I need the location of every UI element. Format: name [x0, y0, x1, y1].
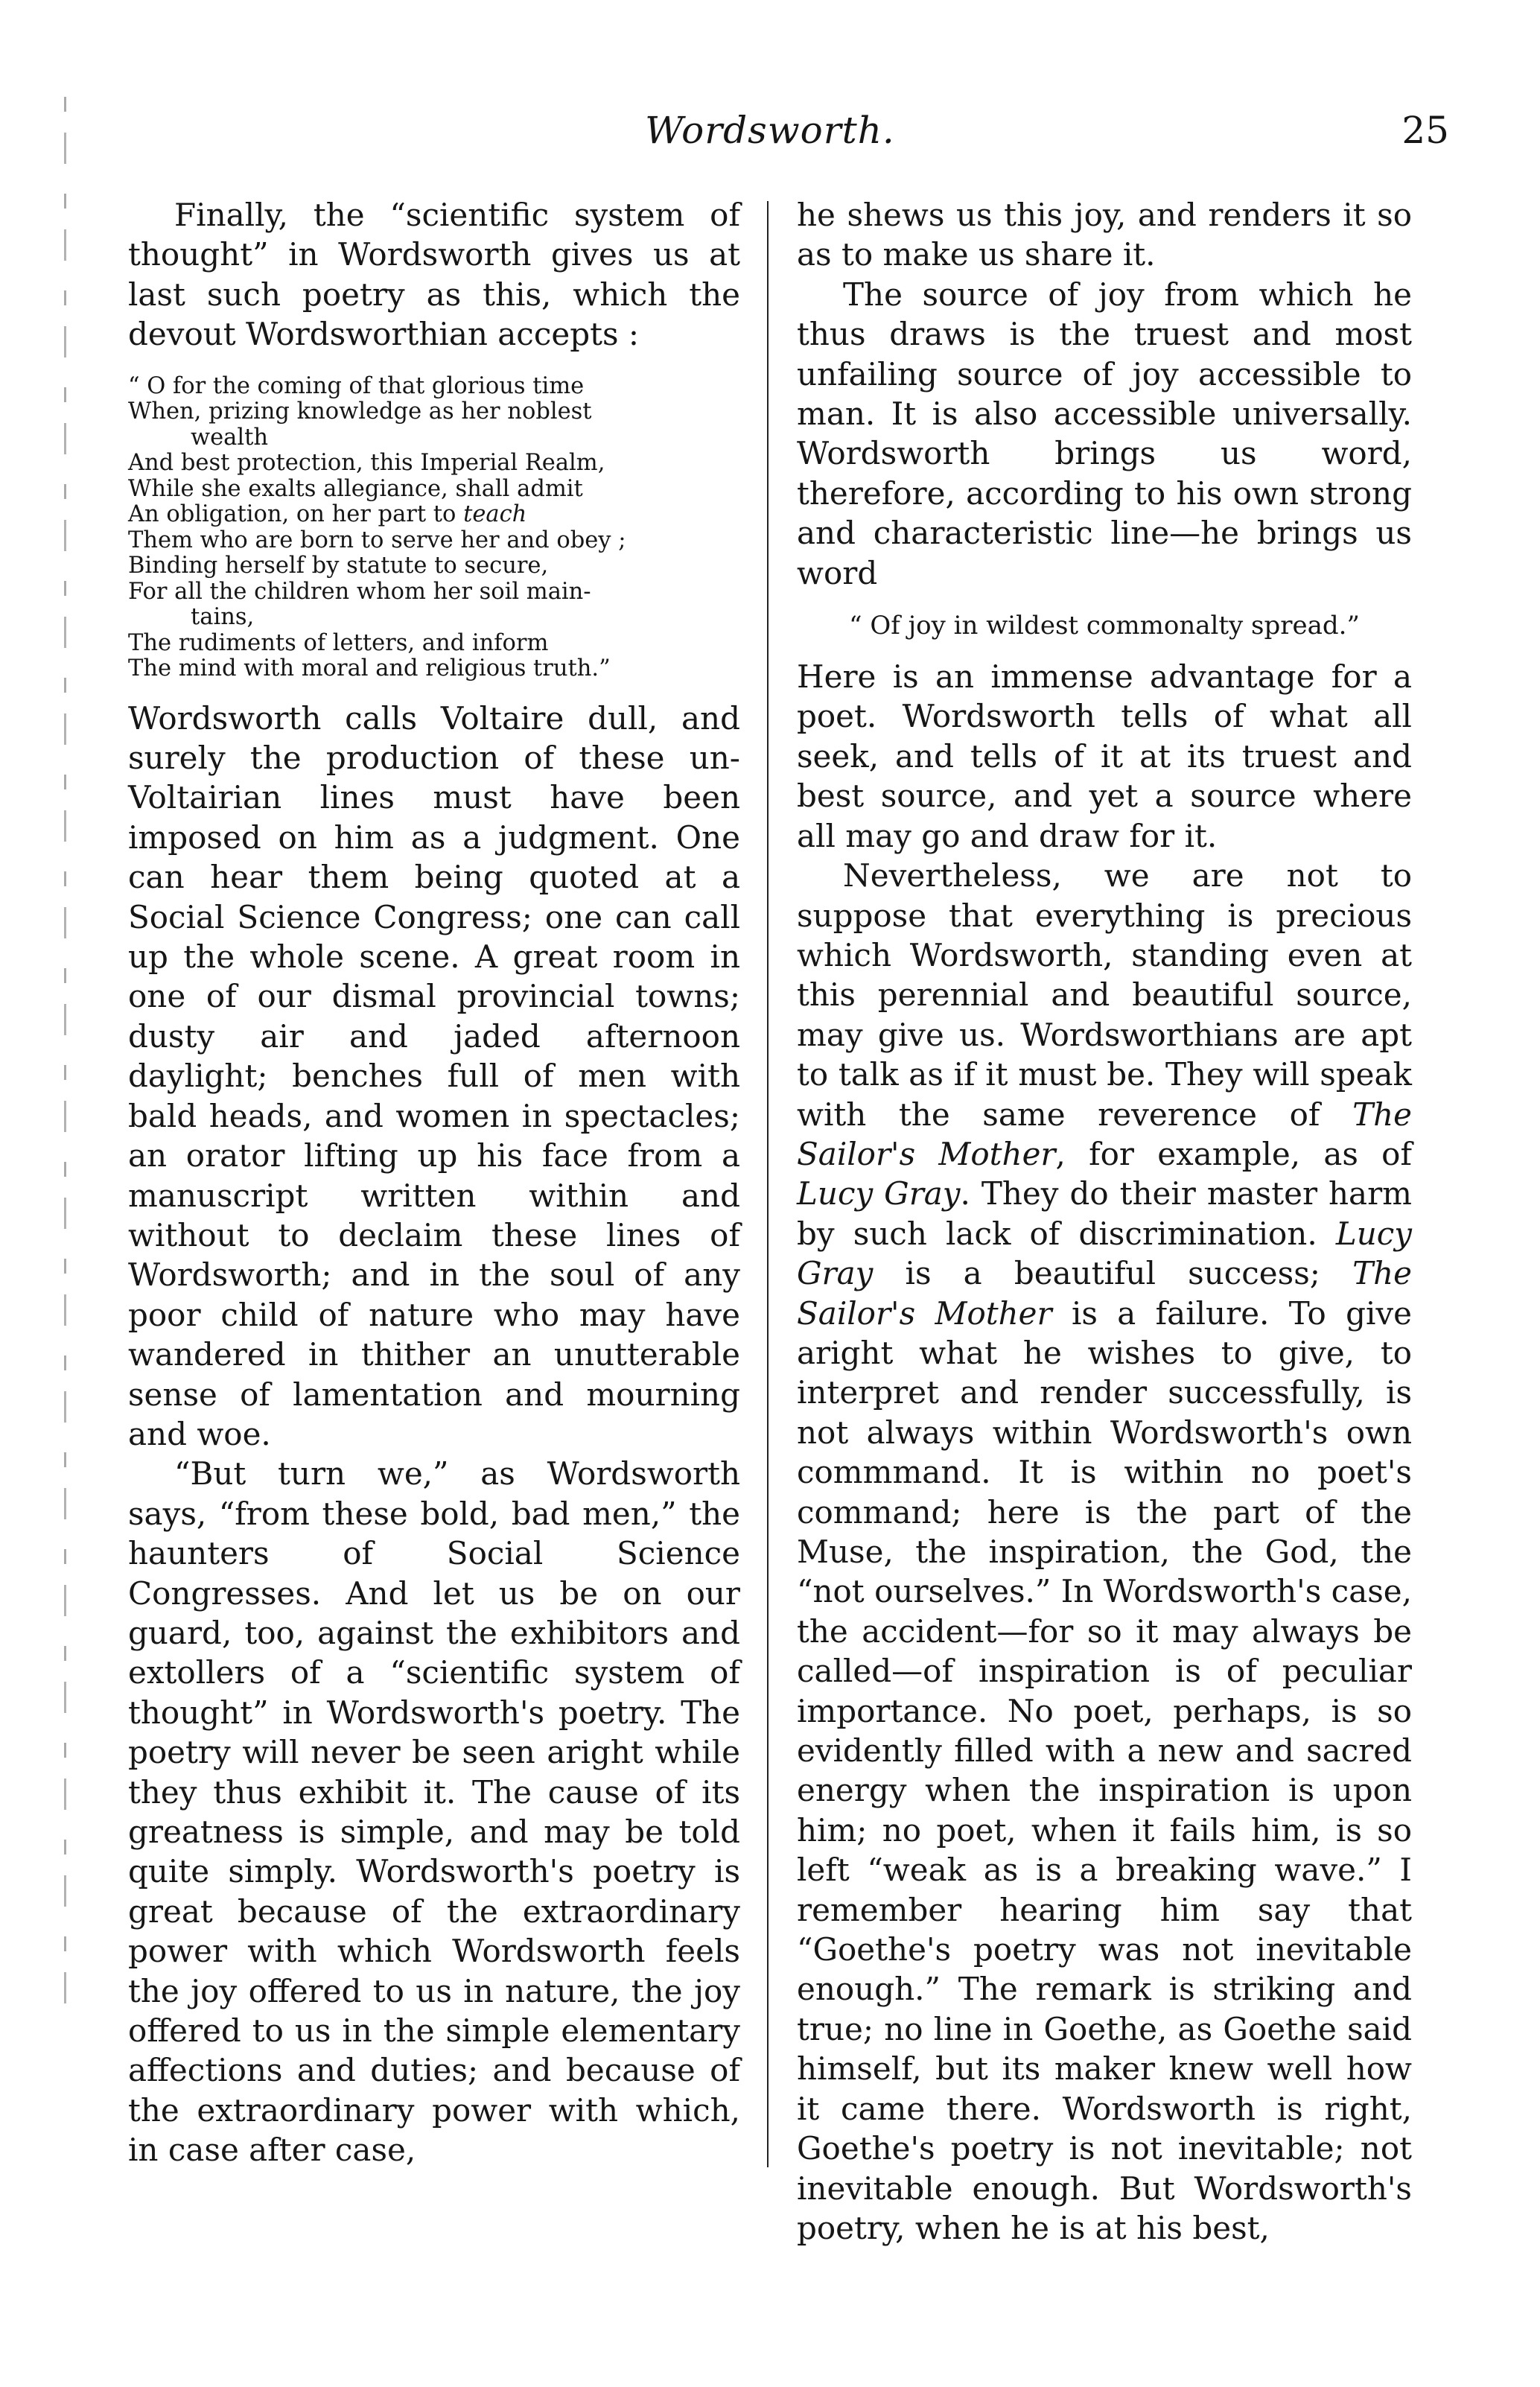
verse-line: “ O for the coming of that glorious time — [128, 372, 585, 399]
poem-title: The Sailor's Mother — [797, 1255, 1412, 1332]
italic-word: teach — [463, 501, 527, 528]
paragraph: The source of joy from which he thus draws is the truest and most unfailing source of joy accessible to man. It is also accessible universally. Wordsworth brings us word, therefore, according to his own strong and characteristic line—he brings us word — [797, 276, 1412, 591]
paragraph: Wordsworth calls Voltaire dull, and surely the production of these un-Voltairian lines must have been imposed on him as a judgment. One can hear them being quoted at a Social Science Congress; one can call up the whole scene. A great room in one of our dismal provincial towns; dusty air and jaded afternoon daylight; benches full of men with bald heads, and women in spectacles; an orator lifting up his face from a manuscript written within and without to declaim these lines of Wordsworth; and in the soul of any poor child of nature who may have wandered in thither an unutterable sense of lamentation and mourning and woe. — [128, 699, 740, 1452]
paragraph: “But turn we,” as Wordsworth says, “from these bold, bad men,” the haunters of Social Science Congresses. And let us be on our guard, too, against the exhibitors and extollers of a “scientific system of thought” in Wordsworth's poetry. The poetry will never be seen aright while they thus exhibit it. The cause of its greatness is simple, and may be told quite simply. Wordsworth's poetry is great because of the extraordinary power with which Wordsworth feels the joy offered to us in nature, the joy offered to us in the simple elementary affections and duties; and because of the extraordinary power with which, in case after case, — [128, 1455, 740, 2169]
verse-line: tains, — [191, 604, 255, 631]
right-column — [797, 195, 1412, 2248]
verse-line: And best protection, this Imperial Realm, — [128, 450, 605, 477]
verse-line: While she exalts allegiance, shall admit — [128, 475, 583, 502]
paragraph: he shews us this joy, and renders it so as to make us share it. — [797, 197, 1412, 273]
paragraph: Here is an immense advantage for a poet. Wordsworth tells of what all seek, and tells of it at its truest and best source, and yet a source where all may go and draw for it. — [797, 658, 1412, 854]
text-run: , for example, as of — [1055, 1135, 1412, 1172]
text-run: is a failure. To give aright what he wishes to give, to interpret and render successfully, is not always within Wordsworth's own commmand. It is within no poet's command; here is the part of the Muse, the inspiration, the God, the “not ourselves.” In Wordsworth's case, the accident—for so it may always be called—of inspiration is of peculiar importance. No poet, perhaps, is so evidently filled with a new and sacred energy when the inspiration is upon him; no poet, when it fails him, is so left “weak as is a breaking wave.” I remember hearing him say that “Goethe's poetry was not inevitable enough.” The remark is striking and true; no line in Goethe, as Goethe said himself, but its maker knew well how it came there. Wordsworth is right, Goethe's poetry is not inevitable; not inevitable enough. But Wordsworth's poetry, when he is at his best, — [797, 1294, 1412, 2246]
paragraph — [797, 856, 1412, 2248]
poem-title: The Sailor's Mother — [797, 1096, 1412, 1172]
left-column — [128, 195, 740, 2170]
text-run: Nevertheless, we are not to suppose that everything is precious which Wordsworth, standing even at this perennial and beautiful source, may give us. Wordsworthians are apt to talk as if it must be. They will speak with the same reverence of — [797, 857, 1412, 1133]
column-rule — [767, 201, 769, 2167]
verse-line: The rudiments of letters, and inform — [128, 629, 549, 656]
poem-title: Lucy Gray — [797, 1175, 961, 1212]
running-title: Wordsworth. — [645, 109, 895, 152]
verse-line: Them who are born to serve her and obey ; — [128, 527, 626, 553]
verse-text: An obligation, on her part to — [128, 501, 456, 528]
verse-line: The mind with moral and religious truth.” — [128, 655, 611, 682]
verse-line: Binding herself by statute to secure, — [128, 553, 549, 579]
text-run: is a beautiful success; — [905, 1255, 1320, 1292]
verse-line: For all the children whom her soil main- — [128, 578, 591, 605]
poem-title: Lucy Gray — [797, 1215, 1413, 1292]
verse-line: When, prizing knowledge as her noblest — [128, 398, 592, 425]
page-edge-shadow — [64, 97, 66, 2033]
paragraph: Finally, the “scientific system of thought” in Wordsworth gives us at last such poetry as this, which the devout Wordsworthian accepts : — [128, 197, 740, 353]
verse-quotation — [128, 374, 740, 682]
page-number: 25 — [1401, 109, 1449, 152]
verse-line: wealth — [191, 424, 268, 451]
text-run: . They do their master harm by such lack of discrimination. — [797, 1175, 1412, 1252]
verse-line — [128, 502, 740, 528]
quoted-line: “ Of joy in wildest commonalty spread.” — [849, 611, 1360, 641]
